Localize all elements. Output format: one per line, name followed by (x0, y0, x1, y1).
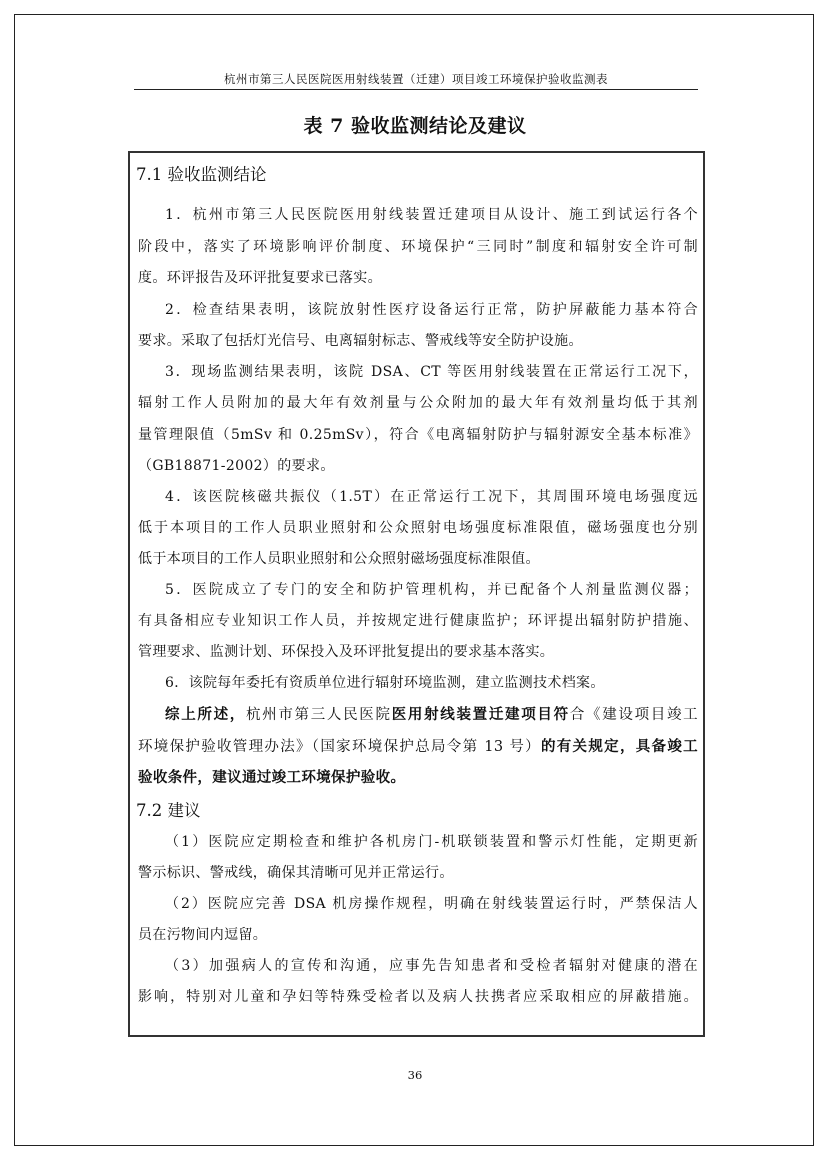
paragraph-line: （1）医院应定期检查和维护各机房门-机联锁装置和警示灯性能，定期更新 (165, 834, 698, 850)
summary-text: 环境保护验收管理办法》（国家环境保护总局令第 13 号） (138, 739, 541, 755)
header-rule (134, 89, 698, 90)
page-number: 36 (407, 1068, 423, 1082)
summary-hospital: 杭州市第三人民医院 (245, 707, 392, 723)
summary-line (138, 737, 698, 757)
summary-lead: 综上所述， (165, 706, 246, 723)
paragraph-line: （GB18871-2002）的要求。 (138, 458, 335, 474)
paragraph-line: 6．该院每年委托有资质单位进行辐射环境监测，建立监测技术档案。 (165, 675, 605, 691)
paragraph-line: 管理要求、监测计划、环保投入及环评批复提出的要求基本落实。 (138, 644, 555, 660)
paragraph-line: 1．杭州市第三人民医院医用射线装置迁建项目从设计、施工到试运行各个 (165, 207, 698, 223)
summary-line (165, 705, 698, 725)
running-header: 杭州市第三人民医院医用射线装置（迁建）项目竣工环境保护验收监测表 (224, 72, 608, 86)
paragraph-line: 要求。采取了包括灯光信号、电离辐射标志、警戒线等安全防护设施。 (138, 333, 583, 349)
paragraph-line: 有具备相应专业知识工作人员，并按规定进行健康监护；环评提出辐射防护措施、 (138, 613, 698, 629)
table-title: 表 7 验收监测结论及建议 (303, 115, 527, 137)
paragraph-line: 量管理限值（5mSv 和 0.25mSv），符合《电离辐射防护与辐射源安全基本标准》 (138, 427, 698, 443)
paragraph-line: 2．检查结果表明，该院放射性医疗设备运行正常，防护屏蔽能力基本符合 (165, 302, 698, 318)
paragraph-line: 3．现场监测结果表明，该院 DSA、CT 等医用射线装置在正常运行工况下， (165, 364, 698, 380)
section-heading-7-1: 7.1 验收监测结论 (136, 165, 267, 184)
paragraph-line: 警示标识、警戒线，确保其清晰可见并正常运行。 (138, 865, 454, 881)
paragraph-line: 5．医院成立了专门的安全和防护管理机构，并已配备个人剂量监测仪器； (165, 582, 698, 598)
paragraph-line: 低于本项目的工作人员职业照射和公众照射电场强度标准限值，磁场强度也分别 (138, 520, 698, 536)
paragraph-line: 员在污物间内逗留。 (138, 927, 268, 943)
paragraph-line: 度。环评报告及环评批复要求已落实。 (138, 270, 382, 286)
summary-line: 验收条件，建议通过竣工环境保护验收。 (138, 769, 406, 786)
paragraph-line: 4．该医院核磁共振仪（1.5T）在正常运行工况下，其周围环境电场强度远 (165, 489, 698, 505)
summary-conclusion: 的有关规定，具备竣工 (540, 738, 699, 755)
paragraph-line: 阶段中，落实了环境影响评价制度、环境保护“三同时”制度和辐射安全许可制 (138, 239, 698, 255)
summary-project: 医用射线装置迁建项目符 (391, 706, 570, 723)
section-heading-7-2: 7.2 建议 (136, 801, 201, 820)
paragraph-line: （2）医院应完善 DSA 机房操作规程，明确在射线装置运行时，严禁保洁人 (165, 896, 698, 912)
paragraph-line: 影响，特别对儿童和孕妇等特殊受检者以及病人扶携者应采取相应的屏蔽措施。 (138, 989, 698, 1005)
paragraph-line: （3）加强病人的宣传和沟通，应事先告知患者和受检者辐射对健康的潜在 (165, 958, 698, 974)
paragraph-line: 辐射工作人员附加的最大年有效剂量与公众附加的最大年有效剂量均低于其剂 (138, 395, 698, 411)
paragraph-line: 低于本项目的工作人员职业照射和公众照射磁场强度标准限值。 (138, 551, 540, 567)
summary-text: 合《建设项目竣工 (569, 707, 699, 723)
